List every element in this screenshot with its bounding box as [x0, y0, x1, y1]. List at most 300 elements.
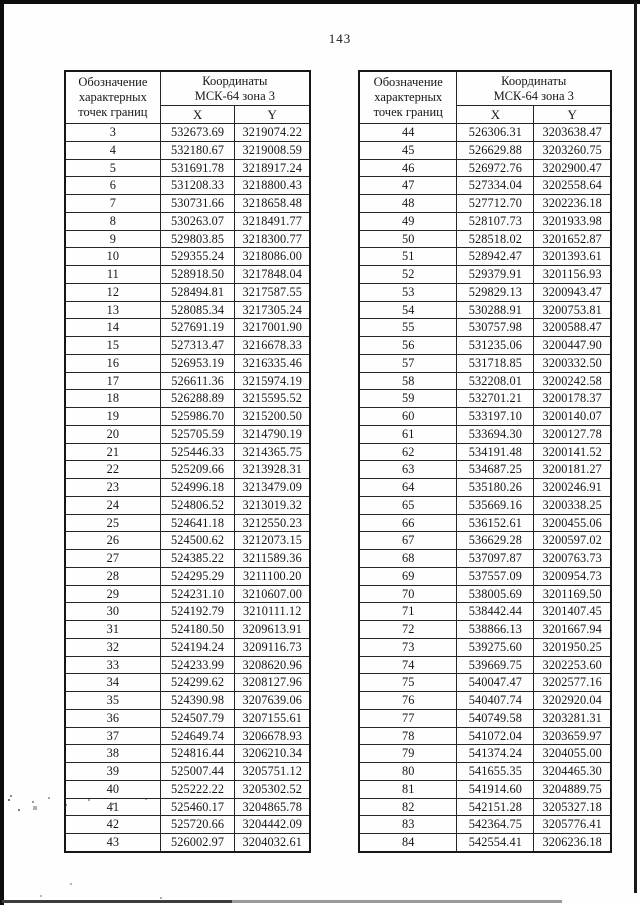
point-number-cell: 18: [65, 390, 160, 408]
point-number-cell: 51: [359, 248, 457, 266]
x-coordinate-cell: 536152.61: [457, 514, 534, 532]
y-coordinate-cell: 3208620.96: [235, 656, 310, 674]
point-number-cell: 67: [359, 532, 457, 550]
x-coordinate-cell: 535669.16: [457, 496, 534, 514]
y-coordinate-cell: 3200588.47: [534, 319, 611, 337]
header-line: МСК-64 зона 3: [194, 88, 276, 103]
point-number-cell: 44: [359, 124, 457, 142]
y-coordinate-cell: 3215200.50: [235, 408, 310, 426]
point-number-cell: 40: [65, 780, 160, 798]
table-row: [65, 514, 310, 532]
table-row: [359, 390, 611, 408]
table-row: [65, 763, 310, 781]
y-coordinate-cell: 3200455.06: [534, 514, 611, 532]
y-coordinate-cell: 3200447.90: [534, 337, 611, 355]
x-coordinate-cell: 532208.01: [457, 372, 534, 390]
y-coordinate-cell: 3218300.77: [235, 230, 310, 248]
y-coordinate-cell: 3206236.18: [534, 834, 611, 852]
x-coordinate-cell: 530288.91: [457, 301, 534, 319]
y-coordinate-cell: 3200943.47: [534, 283, 611, 301]
point-number-cell: 72: [359, 621, 457, 639]
x-coordinate-cell: 536629.28: [457, 532, 534, 550]
point-number-cell: 4: [65, 141, 160, 159]
table-row: [359, 266, 611, 284]
y-coordinate-cell: 3205751.12: [235, 763, 310, 781]
x-coordinate-cell: 526306.31: [457, 124, 534, 142]
point-number-cell: 81: [359, 780, 457, 798]
point-number-cell: 27: [65, 550, 160, 568]
y-coordinate-cell: 3200242.58: [534, 372, 611, 390]
x-coordinate-cell: 527691.19: [160, 319, 235, 337]
point-number-cell: 35: [65, 692, 160, 710]
header-line: Обозначение: [373, 75, 443, 89]
coordinates-table-right: [358, 70, 612, 853]
point-number-cell: 84: [359, 834, 457, 852]
y-coordinate-cell: 3205776.41: [534, 816, 611, 834]
y-coordinate-cell: 3201950.25: [534, 638, 611, 656]
y-coordinate-cell: 3219008.59: [235, 141, 310, 159]
table-row: [359, 141, 611, 159]
y-coordinate-cell: 3217848.04: [235, 266, 310, 284]
table-row: [359, 354, 611, 372]
point-number-cell: 21: [65, 443, 160, 461]
point-number-cell: 61: [359, 425, 457, 443]
point-number-cell: 8: [65, 212, 160, 230]
y-coordinate-cell: 3207639.06: [235, 692, 310, 710]
point-number-cell: 43: [65, 834, 160, 852]
point-number-cell: 82: [359, 798, 457, 816]
point-number-cell: 57: [359, 354, 457, 372]
y-coordinate-cell: 3218658.48: [235, 195, 310, 213]
x-coordinate-cell: 524299.62: [160, 674, 235, 692]
table-row: [359, 585, 611, 603]
x-coordinate-cell: 539669.75: [457, 656, 534, 674]
point-number-cell: 9: [65, 230, 160, 248]
table-row: [359, 443, 611, 461]
point-number-cell: 69: [359, 567, 457, 585]
x-coordinate-cell: 538442.44: [457, 603, 534, 621]
y-coordinate-cell: 3205302.52: [235, 780, 310, 798]
point-number-cell: 34: [65, 674, 160, 692]
point-number-cell: 74: [359, 656, 457, 674]
x-column-header: X: [457, 106, 534, 124]
y-coordinate-cell: 3218917.24: [235, 159, 310, 177]
y-coordinate-cell: 3216335.46: [235, 354, 310, 372]
table-row: [65, 692, 310, 710]
y-coordinate-cell: 3201667.94: [534, 621, 611, 639]
x-coordinate-cell: 524649.74: [160, 727, 235, 745]
table-row: [65, 354, 310, 372]
x-coordinate-cell: 527313.47: [160, 337, 235, 355]
x-coordinate-cell: 528518.02: [457, 230, 534, 248]
point-number-cell: 3: [65, 124, 160, 142]
table-row: [65, 479, 310, 497]
point-number-cell: 79: [359, 745, 457, 763]
table-row: [65, 372, 310, 390]
y-coordinate-cell: 3200246.91: [534, 479, 611, 497]
x-coordinate-cell: 541655.35: [457, 763, 534, 781]
table-row: [359, 230, 611, 248]
table-row: [65, 621, 310, 639]
table-row: [65, 798, 310, 816]
x-coordinate-cell: 539275.60: [457, 638, 534, 656]
table-row: [65, 319, 310, 337]
point-number-cell: 24: [65, 496, 160, 514]
table-row: [65, 745, 310, 763]
x-coordinate-cell: 525007.44: [160, 763, 235, 781]
x-coordinate-cell: 530263.07: [160, 212, 235, 230]
x-coordinate-cell: 525720.66: [160, 816, 235, 834]
x-coordinate-cell: 524180.50: [160, 621, 235, 639]
point-number-cell: 45: [359, 141, 457, 159]
table-row: [359, 532, 611, 550]
table-row: [65, 301, 310, 319]
x-coordinate-cell: 524231.10: [160, 585, 235, 603]
table-row: [65, 212, 310, 230]
point-number-cell: 7: [65, 195, 160, 213]
table-row: [65, 709, 310, 727]
y-coordinate-cell: 3210111.12: [235, 603, 310, 621]
table-row: [65, 550, 310, 568]
point-number-cell: 58: [359, 372, 457, 390]
point-number-cell: 50: [359, 230, 457, 248]
point-number-cell: 36: [65, 709, 160, 727]
table-row: [359, 550, 611, 568]
point-number-cell: 12: [65, 283, 160, 301]
point-number-cell: 30: [65, 603, 160, 621]
point-number-cell: 65: [359, 496, 457, 514]
y-coordinate-cell: 3204465.30: [534, 763, 611, 781]
x-coordinate-cell: 541374.24: [457, 745, 534, 763]
x-coordinate-cell: 537097.87: [457, 550, 534, 568]
table-row: [359, 567, 611, 585]
table-row: [359, 283, 611, 301]
x-coordinate-cell: 525460.17: [160, 798, 235, 816]
y-coordinate-cell: 3215595.52: [235, 390, 310, 408]
y-coordinate-cell: 3202920.04: [534, 692, 611, 710]
y-coordinate-cell: 3215974.19: [235, 372, 310, 390]
table-row: [65, 408, 310, 426]
table-row: [359, 674, 611, 692]
y-coordinate-cell: 3206210.34: [235, 745, 310, 763]
x-coordinate-cell: 524192.79: [160, 603, 235, 621]
x-coordinate-cell: 529355.24: [160, 248, 235, 266]
x-coordinate-cell: 542151.28: [457, 798, 534, 816]
table-row: [65, 425, 310, 443]
table-row: [65, 674, 310, 692]
x-coordinate-cell: 524233.99: [160, 656, 235, 674]
point-number-cell: 17: [65, 372, 160, 390]
y-coordinate-cell: 3204032.61: [235, 834, 310, 852]
y-coordinate-cell: 3218800.43: [235, 177, 310, 195]
table-row: [65, 159, 310, 177]
point-number-cell: 28: [65, 567, 160, 585]
x-coordinate-cell: 525705.59: [160, 425, 235, 443]
table-row: [359, 337, 611, 355]
header-line: МСК-64 зона 3: [493, 88, 574, 103]
y-coordinate-cell: 3200140.07: [534, 408, 611, 426]
point-number-cell: 10: [65, 248, 160, 266]
table-row: [359, 408, 611, 426]
y-coordinate-cell: 3202236.18: [534, 195, 611, 213]
point-number-cell: 76: [359, 692, 457, 710]
y-coordinate-cell: 3217001.90: [235, 319, 310, 337]
y-coordinate-cell: 3218086.00: [235, 248, 310, 266]
table-row: [65, 248, 310, 266]
table-row: [65, 177, 310, 195]
y-column-header: Y: [235, 106, 310, 124]
table-row: [359, 496, 611, 514]
y-coordinate-cell: 3204889.75: [534, 780, 611, 798]
header-line: Координаты: [501, 73, 567, 88]
point-number-cell: 52: [359, 266, 457, 284]
table-row: [359, 780, 611, 798]
point-number-cell: 6: [65, 177, 160, 195]
x-coordinate-cell: 528942.47: [457, 248, 534, 266]
y-coordinate-cell: 3202558.64: [534, 177, 611, 195]
point-number-cell: 63: [359, 461, 457, 479]
y-coordinate-cell: 3206678.93: [235, 727, 310, 745]
point-number-cell: 53: [359, 283, 457, 301]
y-coordinate-cell: 3205327.18: [534, 798, 611, 816]
point-number-cell: 55: [359, 319, 457, 337]
x-coordinate-cell: 524295.29: [160, 567, 235, 585]
header-line: точек границ: [373, 105, 443, 119]
y-coordinate-cell: 3204442.09: [235, 816, 310, 834]
point-number-cell: 37: [65, 727, 160, 745]
y-coordinate-cell: 3201407.45: [534, 603, 611, 621]
y-coordinate-cell: 3213019.32: [235, 496, 310, 514]
table-row: [65, 834, 310, 852]
x-coordinate-cell: 542364.75: [457, 816, 534, 834]
y-coordinate-cell: 3200127.78: [534, 425, 611, 443]
x-coordinate-cell: 525209.66: [160, 461, 235, 479]
table-row: [65, 727, 310, 745]
y-coordinate-cell: 3201156.93: [534, 266, 611, 284]
y-coordinate-cell: 3200141.52: [534, 443, 611, 461]
y-coordinate-cell: 3203638.47: [534, 124, 611, 142]
x-coordinate-cell: 538005.69: [457, 585, 534, 603]
header-line: точек границ: [78, 105, 148, 119]
table-body-left: [65, 124, 310, 852]
table-row: [359, 745, 611, 763]
table-row: [359, 425, 611, 443]
table-row: [359, 656, 611, 674]
y-coordinate-cell: 3201393.61: [534, 248, 611, 266]
table-row: [359, 763, 611, 781]
point-number-cell: 41: [65, 798, 160, 816]
y-coordinate-cell: 3216678.33: [235, 337, 310, 355]
point-number-cell: 15: [65, 337, 160, 355]
point-number-cell: 64: [359, 479, 457, 497]
table-row: [359, 177, 611, 195]
point-number-cell: 47: [359, 177, 457, 195]
table-row: [359, 638, 611, 656]
x-coordinate-cell: 531235.06: [457, 337, 534, 355]
y-coordinate-cell: 3203659.97: [534, 727, 611, 745]
x-coordinate-cell: 541914.60: [457, 780, 534, 798]
table-row: [359, 212, 611, 230]
y-coordinate-cell: 3210607.00: [235, 585, 310, 603]
y-coordinate-cell: 3213479.09: [235, 479, 310, 497]
x-coordinate-cell: 532701.21: [457, 390, 534, 408]
point-number-cell: 42: [65, 816, 160, 834]
x-coordinate-cell: 525222.22: [160, 780, 235, 798]
table-row: [65, 461, 310, 479]
table-row: [359, 727, 611, 745]
table-row: [359, 159, 611, 177]
y-coordinate-cell: 3209116.73: [235, 638, 310, 656]
table-row: [65, 141, 310, 159]
table-row: [65, 283, 310, 301]
x-coordinate-cell: 524500.62: [160, 532, 235, 550]
table-row: [359, 461, 611, 479]
x-coordinate-cell: 524507.79: [160, 709, 235, 727]
x-coordinate-cell: 526288.89: [160, 390, 235, 408]
x-coordinate-cell: 525986.70: [160, 408, 235, 426]
y-coordinate-cell: 3200178.37: [534, 390, 611, 408]
point-number-cell: 49: [359, 212, 457, 230]
y-coordinate-cell: 3211589.36: [235, 550, 310, 568]
table-row: [65, 780, 310, 798]
point-number-cell: 83: [359, 816, 457, 834]
table-row: [65, 443, 310, 461]
point-number-cell: 14: [65, 319, 160, 337]
x-coordinate-cell: 524641.18: [160, 514, 235, 532]
table-row: [65, 124, 310, 142]
x-coordinate-cell: 530757.98: [457, 319, 534, 337]
y-coordinate-cell: 3217587.55: [235, 283, 310, 301]
point-number-cell: 20: [65, 425, 160, 443]
table-row: [65, 585, 310, 603]
table-row: [359, 816, 611, 834]
table-row: [359, 834, 611, 852]
table-row: [65, 230, 310, 248]
table-row: [359, 514, 611, 532]
y-coordinate-cell: 3202253.60: [534, 656, 611, 674]
x-coordinate-cell: 525446.33: [160, 443, 235, 461]
x-coordinate-cell: 534687.25: [457, 461, 534, 479]
y-coordinate-cell: 3201652.87: [534, 230, 611, 248]
y-coordinate-cell: 3202900.47: [534, 159, 611, 177]
header-line: Координаты: [202, 73, 268, 88]
x-coordinate-cell: 524390.98: [160, 692, 235, 710]
scan-edge-top: [0, 0, 640, 4]
x-coordinate-cell: 524385.22: [160, 550, 235, 568]
table-row: [65, 603, 310, 621]
y-coordinate-cell: 3203281.31: [534, 709, 611, 727]
x-coordinate-cell: 532180.67: [160, 141, 235, 159]
header-line: характерных: [78, 90, 147, 104]
scan-edge-left: [0, 0, 4, 905]
x-coordinate-cell: 526953.19: [160, 354, 235, 372]
x-coordinate-cell: 533197.10: [457, 408, 534, 426]
y-coordinate-cell: 3203260.75: [534, 141, 611, 159]
point-number-cell: 11: [65, 266, 160, 284]
table-row: [359, 124, 611, 142]
x-coordinate-cell: 528918.50: [160, 266, 235, 284]
table-row: [65, 266, 310, 284]
y-coordinate-cell: 3202577.16: [534, 674, 611, 692]
table-row: [359, 301, 611, 319]
point-number-cell: 32: [65, 638, 160, 656]
point-number-cell: 16: [65, 354, 160, 372]
x-coordinate-cell: 526002.97: [160, 834, 235, 852]
x-coordinate-cell: 526629.88: [457, 141, 534, 159]
point-number-cell: 60: [359, 408, 457, 426]
table-row: [65, 656, 310, 674]
y-coordinate-cell: 3213928.31: [235, 461, 310, 479]
point-number-cell: 66: [359, 514, 457, 532]
x-coordinate-cell: 528107.73: [457, 212, 534, 230]
x-coordinate-cell: 524816.44: [160, 745, 235, 763]
header-line: характерных: [374, 90, 443, 104]
y-column-header: Y: [534, 106, 611, 124]
x-coordinate-cell: 527334.04: [457, 177, 534, 195]
y-coordinate-cell: 3207155.61: [235, 709, 310, 727]
x-coordinate-cell: 529803.85: [160, 230, 235, 248]
table-row: [65, 816, 310, 834]
x-coordinate-cell: 524806.52: [160, 496, 235, 514]
table-row: [359, 248, 611, 266]
y-coordinate-cell: 3212550.23: [235, 514, 310, 532]
table-row: [359, 621, 611, 639]
x-coordinate-cell: 537557.09: [457, 567, 534, 585]
x-coordinate-cell: 540749.58: [457, 709, 534, 727]
x-coordinate-cell: 531691.78: [160, 159, 235, 177]
table-row: [65, 496, 310, 514]
y-coordinate-cell: 3218491.77: [235, 212, 310, 230]
coords-column-header: [160, 71, 310, 106]
table-row: [359, 372, 611, 390]
point-number-cell: 23: [65, 479, 160, 497]
point-number-cell: 38: [65, 745, 160, 763]
x-coordinate-cell: 524194.24: [160, 638, 235, 656]
scan-edge-bottom: [2, 900, 577, 903]
table-body-right: [359, 124, 611, 852]
x-coordinate-cell: 535180.26: [457, 479, 534, 497]
scan-artifact: [10, 795, 12, 797]
x-coordinate-cell: 533694.30: [457, 425, 534, 443]
y-coordinate-cell: 3204865.78: [235, 798, 310, 816]
x-coordinate-cell: 540407.74: [457, 692, 534, 710]
y-coordinate-cell: 3214790.19: [235, 425, 310, 443]
point-number-cell: 73: [359, 638, 457, 656]
table-row: [65, 390, 310, 408]
point-column-header: [359, 71, 457, 124]
y-coordinate-cell: 3208127.96: [235, 674, 310, 692]
x-coordinate-cell: 542554.41: [457, 834, 534, 852]
point-number-cell: 46: [359, 159, 457, 177]
table-row: [359, 709, 611, 727]
y-coordinate-cell: 3209613.91: [235, 621, 310, 639]
x-coordinate-cell: 531208.33: [160, 177, 235, 195]
point-number-cell: 70: [359, 585, 457, 603]
point-number-cell: 13: [65, 301, 160, 319]
point-number-cell: 22: [65, 461, 160, 479]
point-number-cell: 78: [359, 727, 457, 745]
y-coordinate-cell: 3200181.27: [534, 461, 611, 479]
point-number-cell: 29: [65, 585, 160, 603]
table-row: [65, 337, 310, 355]
y-coordinate-cell: 3200338.25: [534, 496, 611, 514]
point-number-cell: 62: [359, 443, 457, 461]
table-row: [359, 603, 611, 621]
y-coordinate-cell: 3211100.20: [235, 567, 310, 585]
coordinates-table-left: [64, 70, 311, 853]
point-number-cell: 19: [65, 408, 160, 426]
point-number-cell: 54: [359, 301, 457, 319]
